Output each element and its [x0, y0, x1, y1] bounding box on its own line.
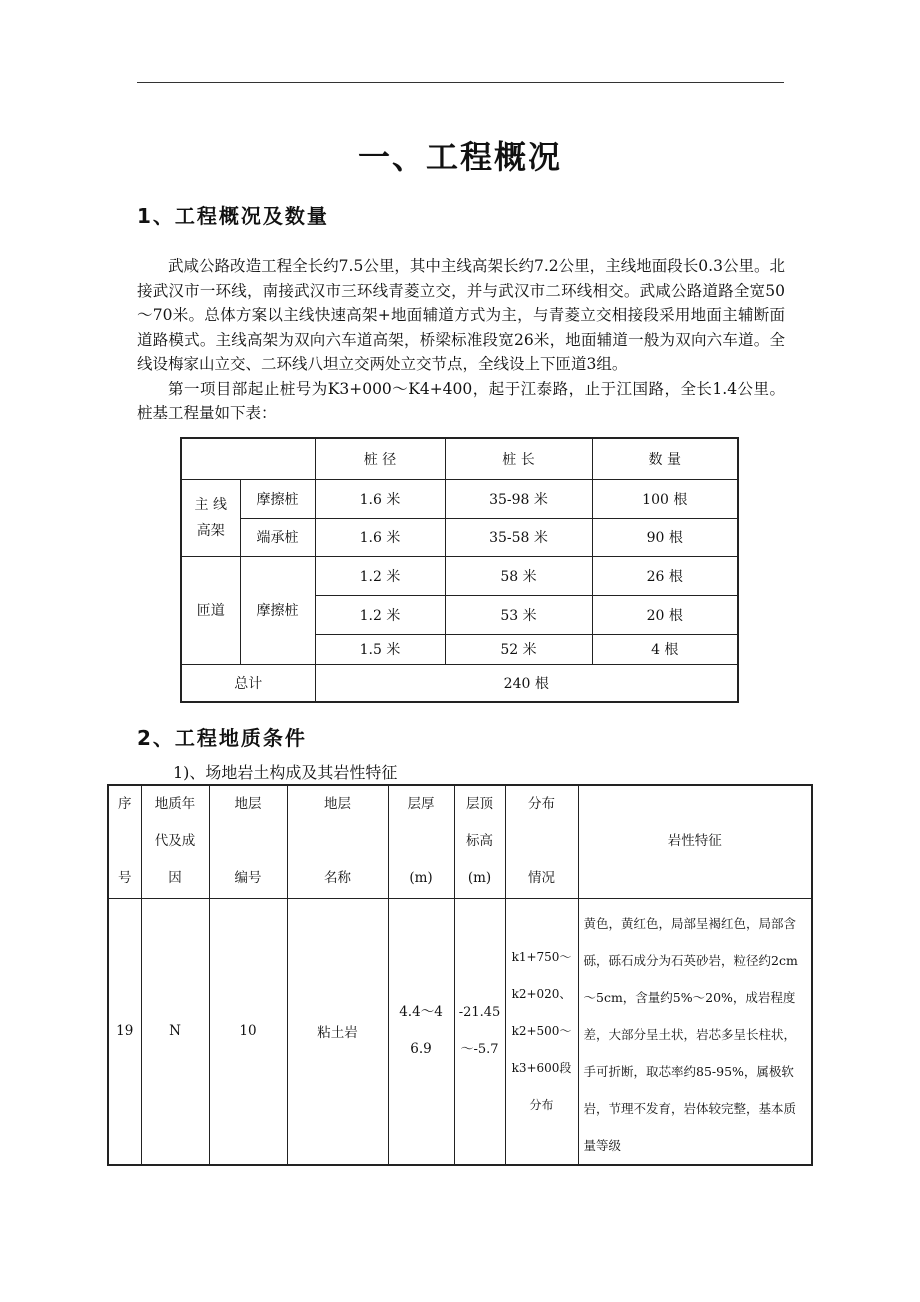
- cell: -21.45～-5.7: [454, 898, 505, 1165]
- header-cell: 分布 情况: [505, 785, 578, 898]
- chapter-title: 一、工程概况: [357, 138, 562, 176]
- cell: 摩擦桩: [240, 479, 315, 518]
- header-cell: 岩性特征: [578, 785, 812, 898]
- group-cell: 主 线 高架: [181, 479, 240, 556]
- cell: 90 根: [592, 518, 738, 556]
- group-cell: 匝道: [181, 556, 240, 664]
- cell: 35-58 米: [445, 518, 592, 556]
- cell: 4.4～46.9: [388, 898, 454, 1165]
- intro-text: [137, 254, 785, 426]
- header-rule: [137, 82, 784, 83]
- pile-table: [180, 437, 739, 703]
- geology-table: [107, 784, 813, 1166]
- header-cell: 序 号: [108, 785, 141, 898]
- cell: 1.5 米: [315, 634, 445, 664]
- cell: 100 根: [592, 479, 738, 518]
- header-cell: 层顶 标高 (m): [454, 785, 505, 898]
- total-label: 总计: [181, 664, 315, 702]
- cell: 26 根: [592, 556, 738, 595]
- cell: 1.6 米: [315, 479, 445, 518]
- section-heading-1: 1、工程概况及数量: [137, 204, 329, 228]
- cell: 35-98 米: [445, 479, 592, 518]
- header-cell: 地质年 代及成 因: [141, 785, 209, 898]
- cell: 20 根: [592, 595, 738, 634]
- cell: 端承桩: [240, 518, 315, 556]
- cell: 4 根: [592, 634, 738, 664]
- cell: N: [141, 898, 209, 1165]
- paragraph: 武咸公路改造工程全长约7.5公里，其中主线高架长约7.2公里，主线地面段长0.3公里。北接武汉市一环线，南接武汉市三环线青菱立交，并与武汉市二环线相交。武咸公路道路全宽50～70米。总体方案以主线快速高架+地面辅道方式为主，与青菱立交相接段采用地面主辅断面道路模式。主线高架为双向六车道高架，桥梁标准段宽26米，地面辅道一般为双向六车道。全线设梅家山立交、二环线八坦立交两处立交节点，全线设上下匝道3组。: [137, 257, 785, 373]
- subsection-heading: 1)、场地岩土构成及其岩性特征: [173, 763, 398, 782]
- cell: 53 米: [445, 595, 592, 634]
- header-cell: 地层 名称: [287, 785, 388, 898]
- total-value: 240 根: [315, 664, 738, 702]
- cell: 摩擦桩: [240, 556, 315, 664]
- feature-cell: 黄色，黄红色，局部呈褐红色，局部含砾，砾石成分为石英砂岩，粒径约2cm～5cm，含量约5%～20%，成岩程度差，大部分呈土状，岩芯多呈长柱状，手可折断，取芯率约85-95%，属极软岩，节理不发育，岩体较完整，基本质量等级: [578, 898, 812, 1165]
- cell: 10: [209, 898, 287, 1165]
- cell: 1.2 米: [315, 595, 445, 634]
- paragraph: 第一项目部起止桩号为K3+000～K4+400，起于江泰路，止于江国路，全长1.4公里。桩基工程量如下表：: [137, 379, 785, 422]
- cell: 52 米: [445, 634, 592, 664]
- header-cell: 桩 径: [315, 438, 445, 479]
- cell: k1+750～k2+020、k2+500～k3+600段分布: [505, 898, 578, 1165]
- cell: 1.6 米: [315, 518, 445, 556]
- cell: 58 米: [445, 556, 592, 595]
- header-cell: 数 量: [592, 438, 738, 479]
- cell: 粘土岩: [287, 898, 388, 1165]
- cell: 19: [108, 898, 141, 1165]
- header-cell: 桩 长: [445, 438, 592, 479]
- cell: 1.2 米: [315, 556, 445, 595]
- header-cell: 地层 编号: [209, 785, 287, 898]
- header-cell: 层厚 (m): [388, 785, 454, 898]
- section-heading-2: 2、工程地质条件: [137, 726, 307, 750]
